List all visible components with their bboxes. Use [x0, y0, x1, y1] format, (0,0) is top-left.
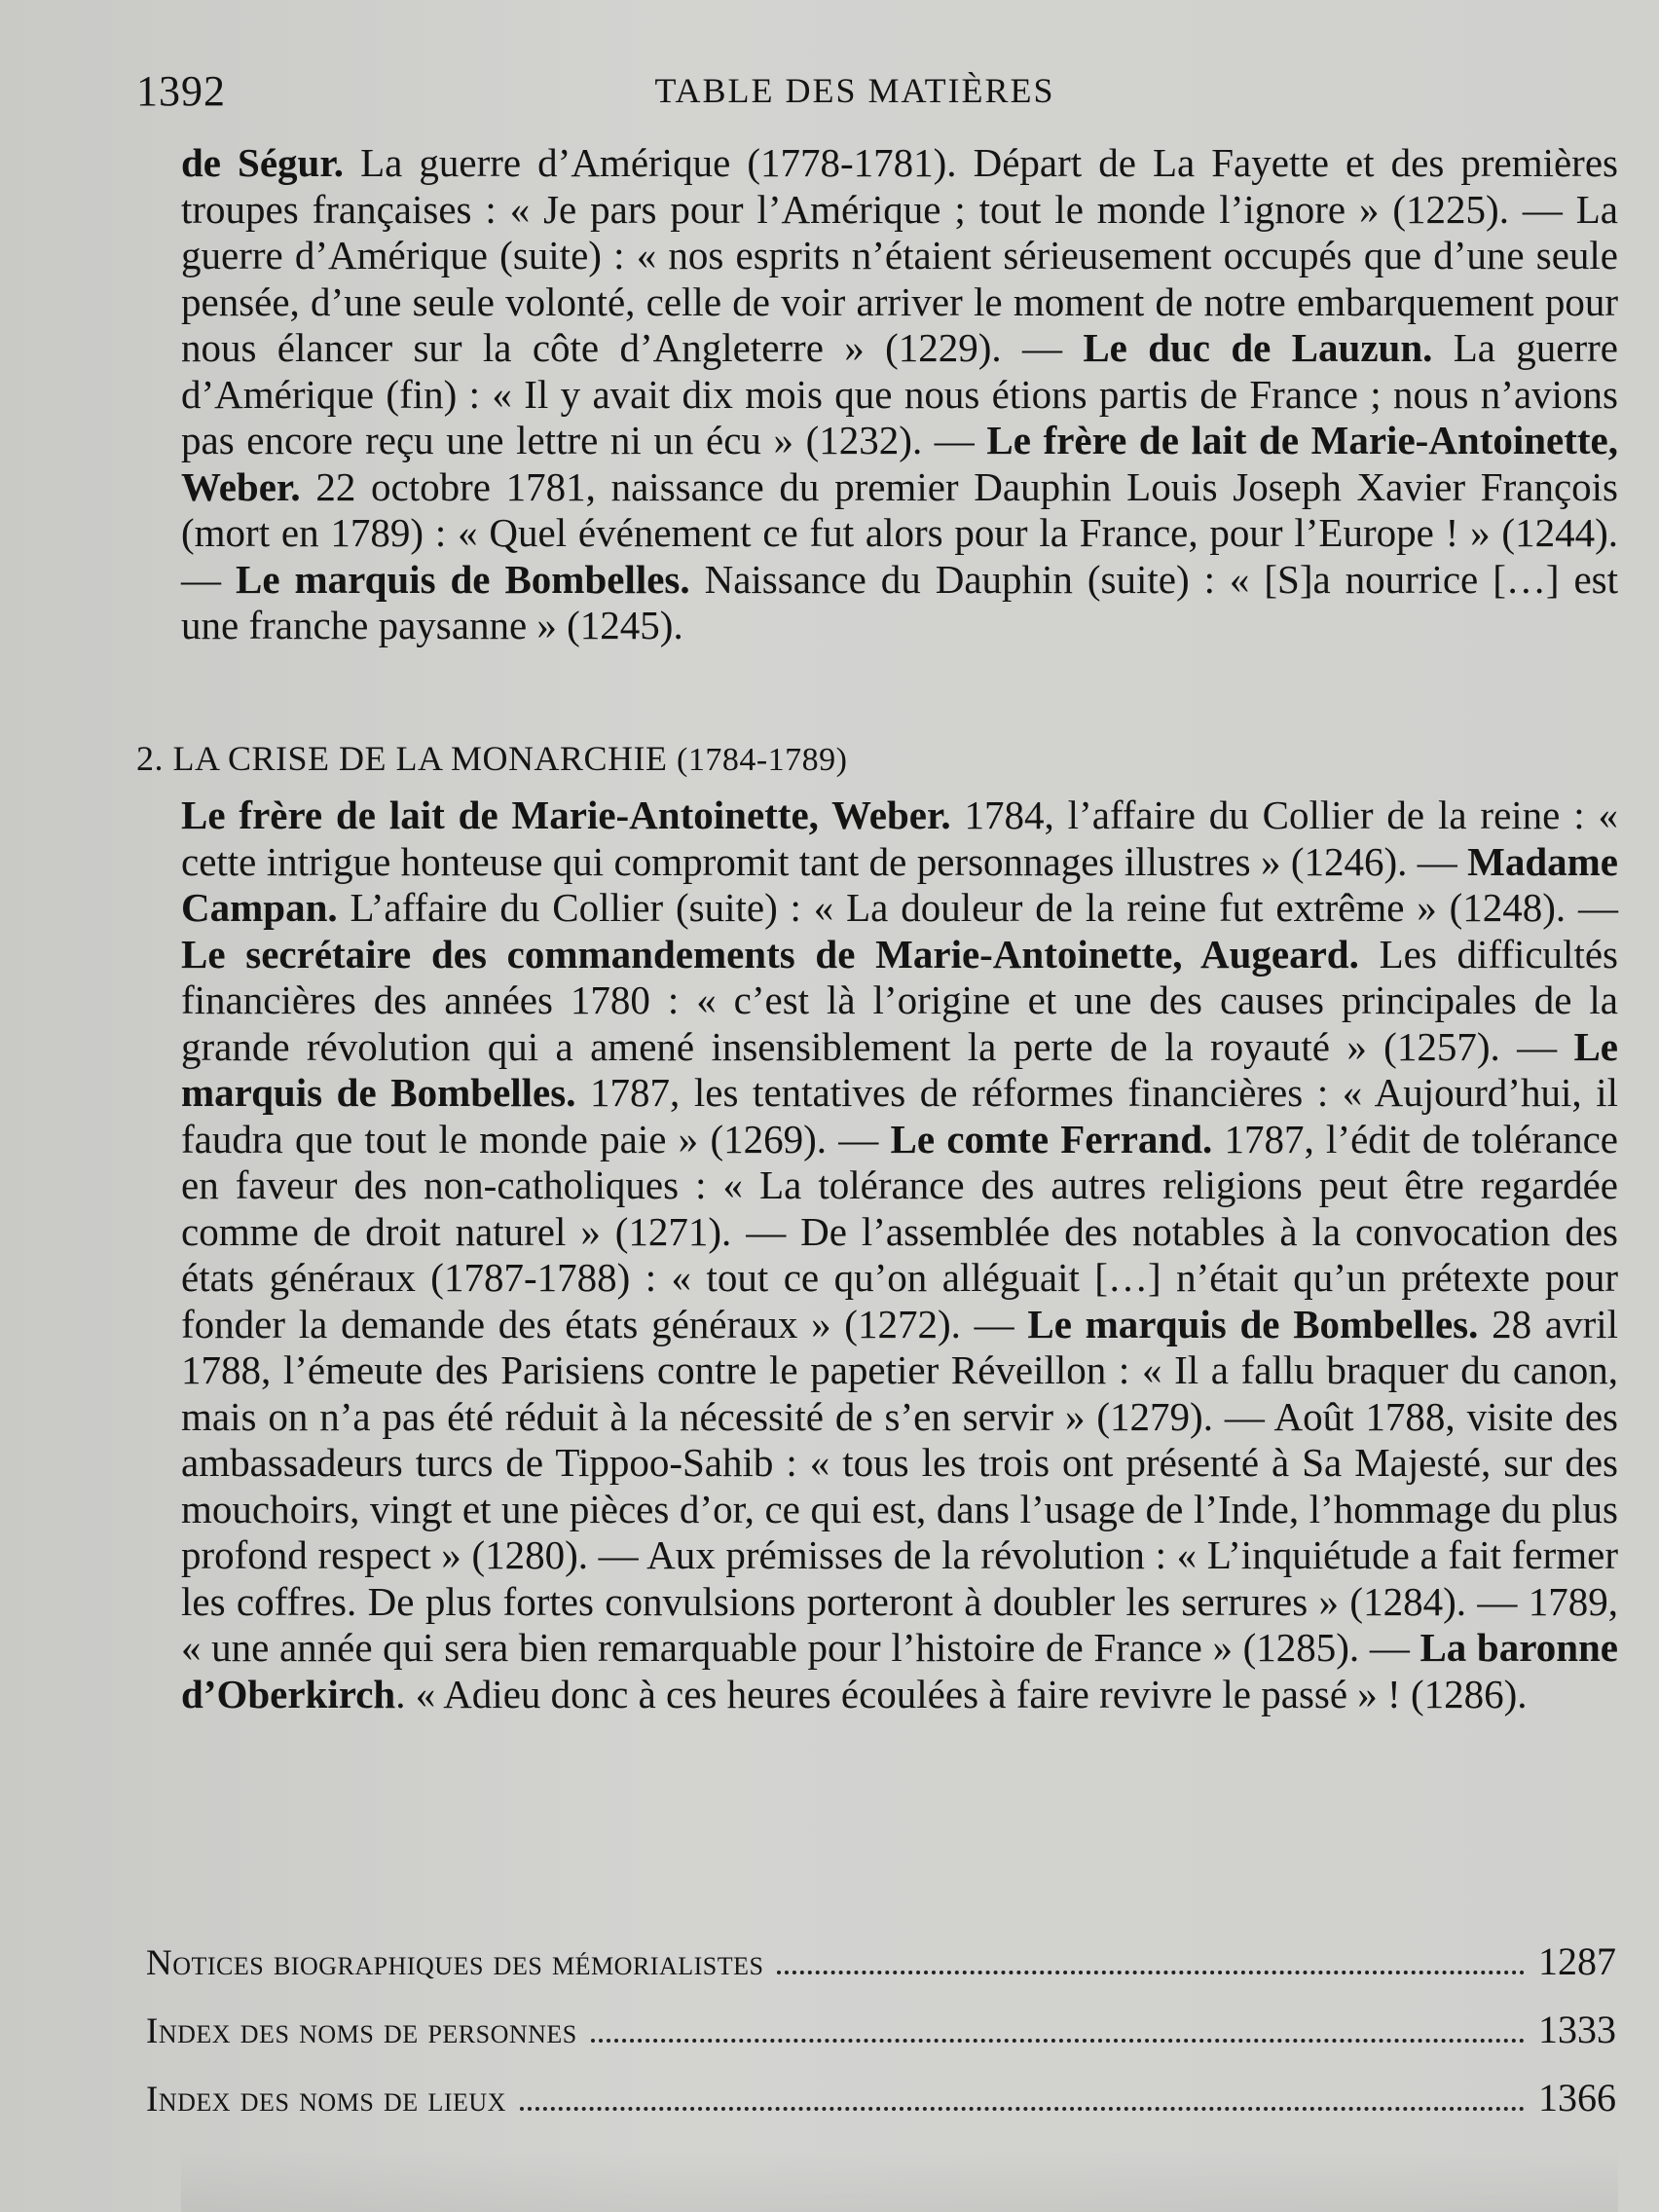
entry-text: 22 octobre 1781, naissance du premier Dauphin Louis Joseph Xavier François (mort en 1789) : « Quel événement ce fut alors pour la France, pour l’Europe ! » (1244). — — [181, 463, 1618, 602]
author-name: Le frère de lait de Marie-Antoinette, Weber. — [181, 418, 1618, 509]
author-name: Le marquis de Bombelles. — [235, 556, 690, 602]
author-name: Le marquis de Bombelles. — [181, 1023, 1618, 1115]
section-heading — [136, 738, 848, 779]
entry-text: La guerre d’Amérique (1778-1781). Départ de La Fayette et des premières troupes françaises : « Je pars pour l’Amérique ; tout le monde l’ignore » (1225). — La guerre d’Amérique (suite) : « nos esprits n’étaient sérieusement occupés que d’une seule pensée, d’une seule volonté, celle de voir arriver le moment de notre embarquement pour nous élancer sur la côte d’Angleterre » (1229). — — [181, 140, 1618, 370]
toc-label: Index des noms de lieux — [146, 2080, 506, 2120]
entry-text: Les difficultés financières des années 1780 : « c’est là l’origine et une des causes principales de la grande révolution qui a amené insensiblement la perte de la royauté » (1257). — — [181, 931, 1618, 1069]
toc-entry-index-lieux — [146, 2072, 1616, 2120]
author-name: Le frère de lait de Marie-Antoinette, Weber. — [181, 793, 951, 837]
entry-text: L’affaire du Collier (suite) : « La douleur de la reine fut extrême » (1248). — — [337, 885, 1618, 930]
page-edge-shadow — [181, 2150, 1618, 2212]
toc-page-number: 1333 — [1538, 2008, 1616, 2051]
entry-text: 1784, l’affaire du Collier de la reine : « cette intrigue honteuse qui compromit tant de personnages illustres » (1246). — — [181, 793, 1618, 884]
contents-paragraph-2 — [181, 793, 1618, 1717]
author-name: La baronne d’Oberkirch — [181, 1625, 1618, 1716]
entry-text: La guerre d’Amérique (fin) : « Il y avait dix mois que nous étions partis de France ; nous n’avions pas encore reçu une lettre ni un écu » (1232). — — [181, 325, 1618, 462]
toc-page-number: 1366 — [1538, 2076, 1616, 2120]
author-name: Le marquis de Bombelles. — [1027, 1301, 1479, 1346]
author-name: de Ségur. — [181, 140, 345, 185]
author-name: Le duc de Lauzun. — [1083, 325, 1433, 370]
section-title: 2. LA CRISE DE LA MONARCHIE — [136, 739, 668, 778]
toc-page-number: 1287 — [1538, 1939, 1616, 1983]
toc-label: Notices biographiques des mémorialistes — [146, 1943, 764, 1983]
entry-text: 1787, l’édit de tolérance en faveur des non-catholiques : « La tolérance des autres religions peut être regardée comme de droit naturel » (1271). — De l’assemblée des notables à la convocation des états généraux (1787-1788) : « tout ce qu’on alléguait […] n’était qu’un prétexte pour fonder la demande des états généraux » (1272). — — [181, 1116, 1619, 1346]
entry-text: . « Adieu donc à ces heures écoulées à faire revivre le passé » ! (1286). — [395, 1671, 1528, 1716]
running-title: TABLE DES MATIÈRES — [654, 71, 1055, 110]
section-dates: (1784-1789) — [677, 742, 848, 778]
page-number: 1392 — [136, 67, 226, 115]
toc-entry-notices — [146, 1936, 1616, 1984]
toc-leader — [520, 2107, 1525, 2111]
page-header — [136, 66, 1616, 125]
author-name: Madame Campan. — [181, 838, 1618, 930]
toc-leader — [591, 2039, 1525, 2043]
toc-entry-index-personnes — [146, 2004, 1616, 2052]
entry-text: 1787, les tentatives de réformes financières : « Aujourd’hui, il faudra que tout le monde paie » (1269). — — [181, 1070, 1618, 1161]
author-name: Le secrétaire des commandements de Marie-Antoinette, Augeard. — [181, 931, 1359, 977]
entry-text: 28 avril 1788, l’émeute des Parisiens contre le papetier Réveillon : « Il a fallu braquer du canon, mais on n’a pas été réduit à la nécessité de s’en servir » (1279). — Août 1788, visite des ambassadeurs turcs de Tippoo-Sahib : « tous les trois ont présenté à Sa Majesté, sur des mouchoirs, vingt et une pièces d’or, ce qui est, dans l’usage de l’Inde, l’hommage du plus profond respect » (1280). — Aux prémisses de la révolution : « L’inquiétude a fait fermer les coffres. De plus fortes convulsions porteront à doubler les serrures » (1284). — 1789, « une année qui sera bien remarquable pour l’histoire de France » (1285). — — [181, 1301, 1619, 1670]
entry-text: Naissance du Dauphin (suite) : « [S]a nourrice […] est une franche paysanne » (1245). — [181, 556, 1619, 647]
toc-leader — [777, 1971, 1525, 1974]
contents-paragraph-1 — [181, 140, 1618, 649]
author-name: Le comte Ferrand. — [890, 1116, 1213, 1161]
toc-label: Index des noms de personnes — [146, 2011, 577, 2051]
